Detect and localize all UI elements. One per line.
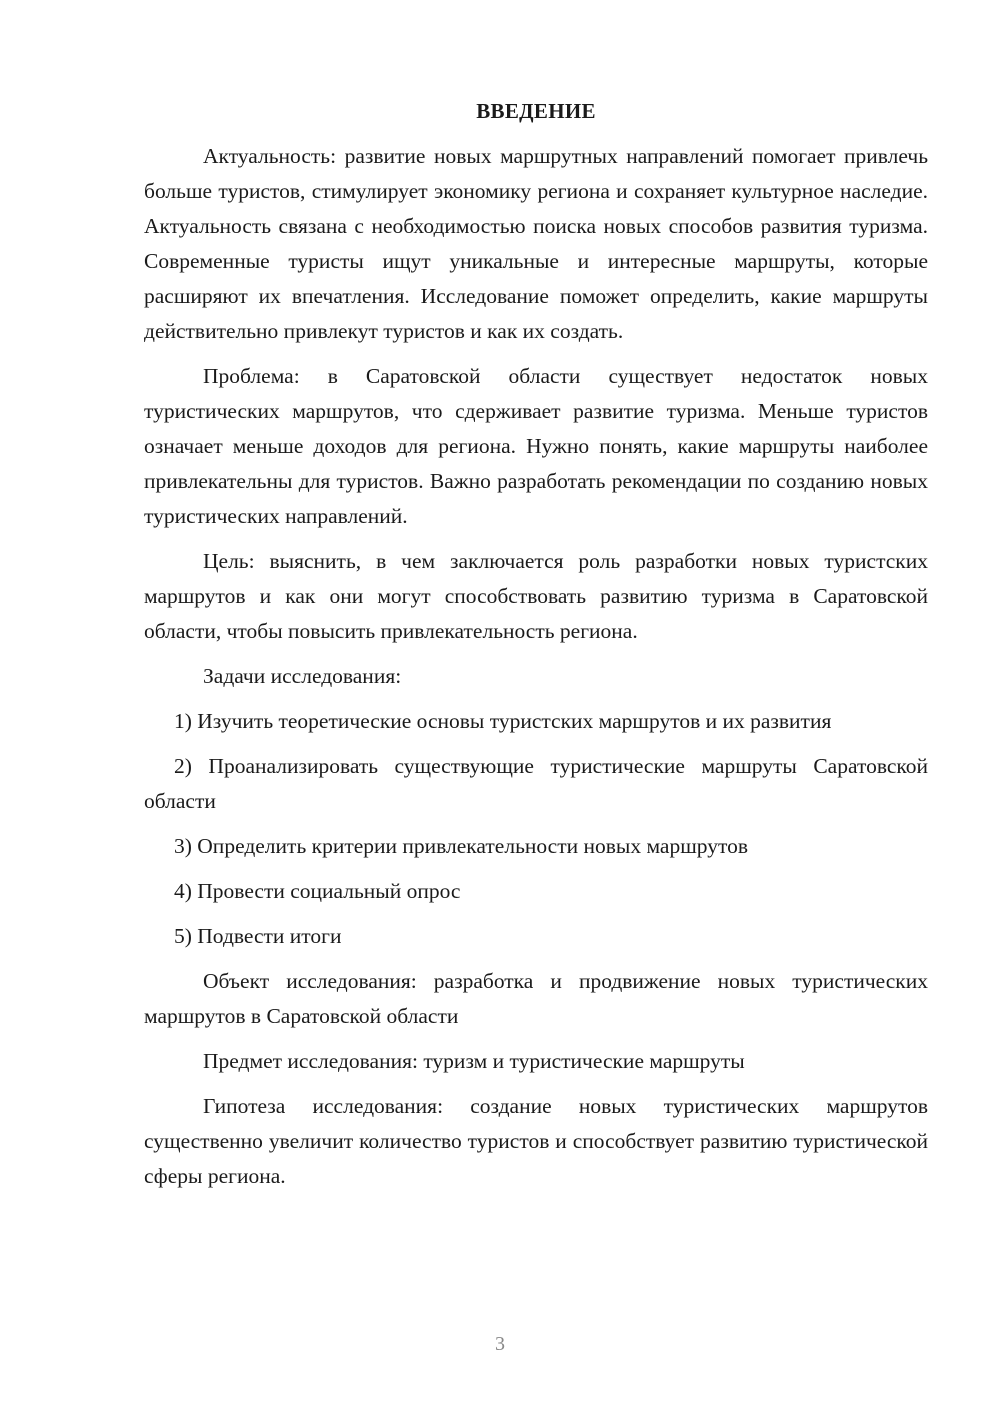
tasks-heading: Задачи исследования: — [203, 664, 402, 688]
paragraph-relevance: Актуальность: развитие новых маршрутных направлений помогает привлечь больше туристов, стимулирует экономику региона и сохраняет культурное наследие. Актуальность связана с необходимостью поиска новых способов развития туризма. Современные туристы ищут уникальные и интересные маршруты, которые расширяют их впечатления. Исследование поможет определить, какие маршруты действительно привлекут туристов и как их создать. — [144, 144, 928, 343]
paragraph-problem: Проблема: в Саратовской области существует недостаток новых туристических маршрутов, что сдерживает развитие туризма. Меньше туристов означает меньше доходов для региона. Нужно понять, какие маршруты наиболее привлекательны для туристов. Важно разработать рекомендации по созданию новых туристических направлений. — [144, 364, 928, 528]
document-page — [144, 94, 928, 1204]
document-title: ВВЕДЕНИЕ — [476, 99, 596, 123]
tasks-list — [144, 704, 928, 954]
task-item-5: 5) Подвести итоги — [174, 924, 342, 948]
paragraph-goal: Цель: выяснить, в чем заключается роль разработки новых туристских маршрутов и как они могут способствовать развитию туризма в Саратовской области, чтобы повысить привлекательность региона. — [144, 549, 928, 643]
paragraph-hypothesis: Гипотеза исследования: создание новых туристических маршрутов существенно увеличит количество туристов и способствует развитию туристической сферы региона. — [144, 1094, 928, 1188]
task-item-2: 2) Проанализировать существующие туристические маршруты Саратовской области — [144, 754, 928, 813]
paragraph-subject: Предмет исследования: туризм и туристические маршруты — [203, 1049, 745, 1073]
page-number: 3 — [495, 1333, 505, 1355]
paragraph-object: Объект исследования: разработка и продвижение новых туристических маршрутов в Саратовской области — [144, 969, 928, 1028]
task-item-3: 3) Определить критерии привлекательности новых маршрутов — [174, 834, 749, 858]
task-item-1: 1) Изучить теоретические основы туристских маршрутов и их развития — [174, 709, 832, 733]
task-item-4: 4) Провести социальный опрос — [174, 879, 461, 903]
